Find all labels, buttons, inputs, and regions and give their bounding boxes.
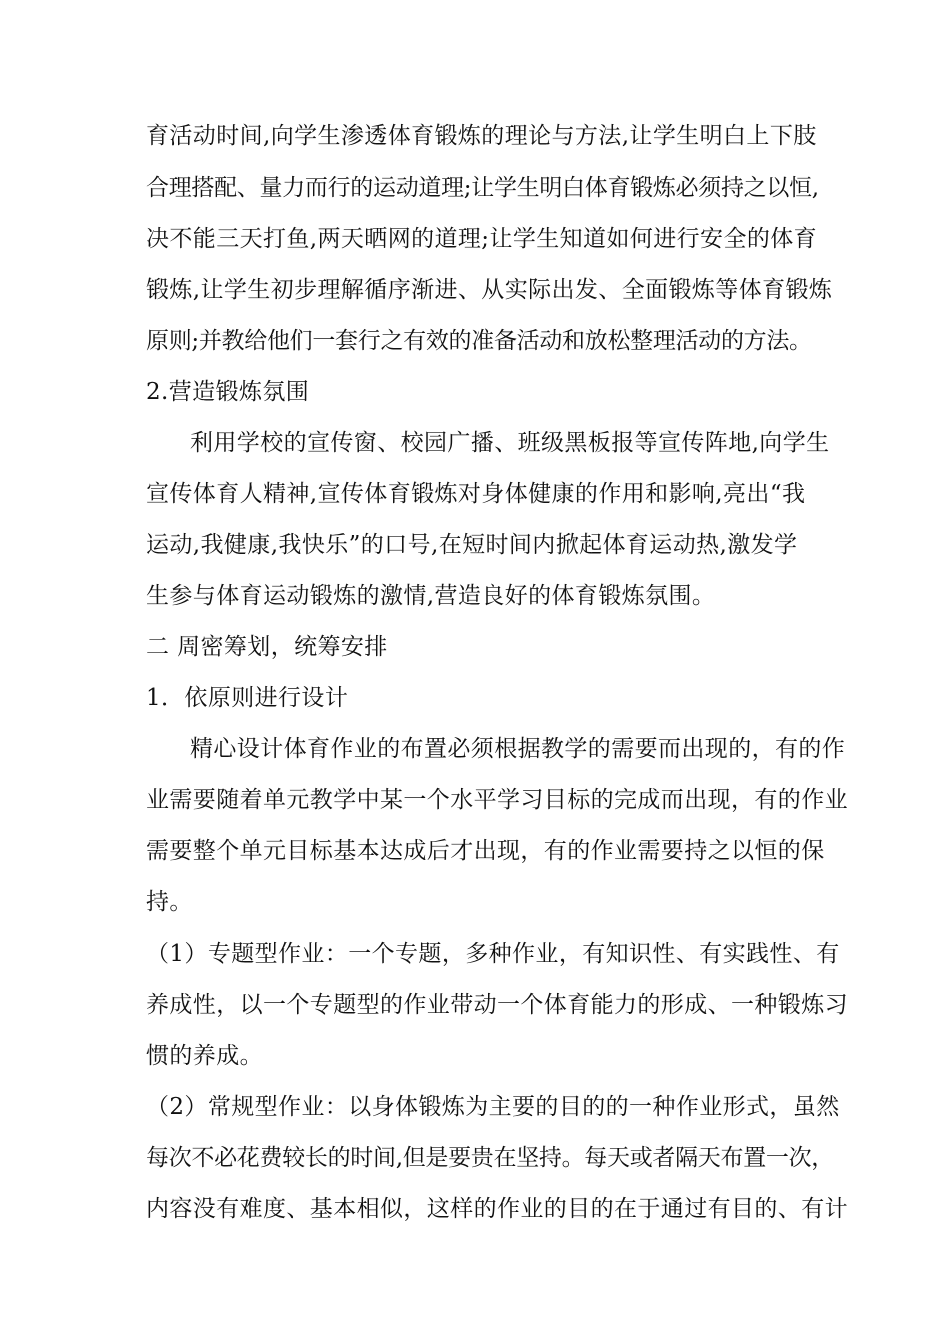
text-line: 精心设计体育作业的布置必须根据教学的需要而出现的，有的作	[190, 736, 846, 762]
text-line: 每次不必花费较长的时间,但是要贵在坚持。每天或者隔天布置一次，	[146, 1145, 835, 1171]
text-line: 锻炼,让学生初步理解循序渐进、从实际出发、全面锻炼等体育锻炼	[146, 277, 833, 303]
text-line: 宣传体育人精神,宣传体育锻炼对身体健康的作用和影响,亮出“我	[146, 481, 806, 507]
section-heading: 2.营造锻炼氛围	[146, 379, 310, 405]
section-heading: 二 周密筹划，统筹安排	[146, 634, 388, 660]
text-line: 惯的养成。	[146, 1043, 263, 1069]
text-line: 持。	[146, 889, 193, 915]
section-heading: 1．依原则进行设计	[146, 685, 349, 711]
text-line: 原则;并教给他们一套行之有效的准备活动和放松整理活动的方法。	[146, 328, 812, 354]
text-line: 生参与体育运动锻炼的激情,营造良好的体育锻炼氛围。	[146, 583, 716, 609]
text-line: 需要整个单元目标基本达成后才出现，有的作业需要持之以恒的保	[146, 838, 825, 864]
text-line: 养成性，以一个专题型的作业带动一个体育能力的形成、一种锻炼习	[146, 992, 848, 1018]
text-line: 育活动时间,向学生渗透体育锻炼的理论与方法,让学生明白上下肢	[146, 123, 817, 149]
text-line: 内容没有难度、基本相似，这样的作业的目的在于通过有目的、有计	[146, 1196, 848, 1222]
text-line: 运动,我健康,我快乐”的口号,在短时间内掀起体育运动热,激发学	[146, 532, 798, 558]
text-line: 业需要随着单元教学中某一个水平学习目标的完成而出现，有的作业	[146, 787, 848, 813]
text-line: （2）常规型作业：以身体锻炼为主要的目的的一种作业形式，虽然	[146, 1094, 840, 1120]
text-line: （1）专题型作业：一个专题，多种作业，有知识性、有实践性、有	[146, 941, 840, 967]
text-line: 决不能三天打鱼,两天晒网的道理;让学生知道如何进行安全的体育	[146, 226, 818, 252]
text-line: 利用学校的宣传窗、校园广播、班级黑板报等宣传阵地,向学生	[190, 430, 830, 456]
text-line: 合理搭配、量力而行的运动道理;让学生明白体育锻炼必须持之以恒,	[146, 175, 819, 201]
